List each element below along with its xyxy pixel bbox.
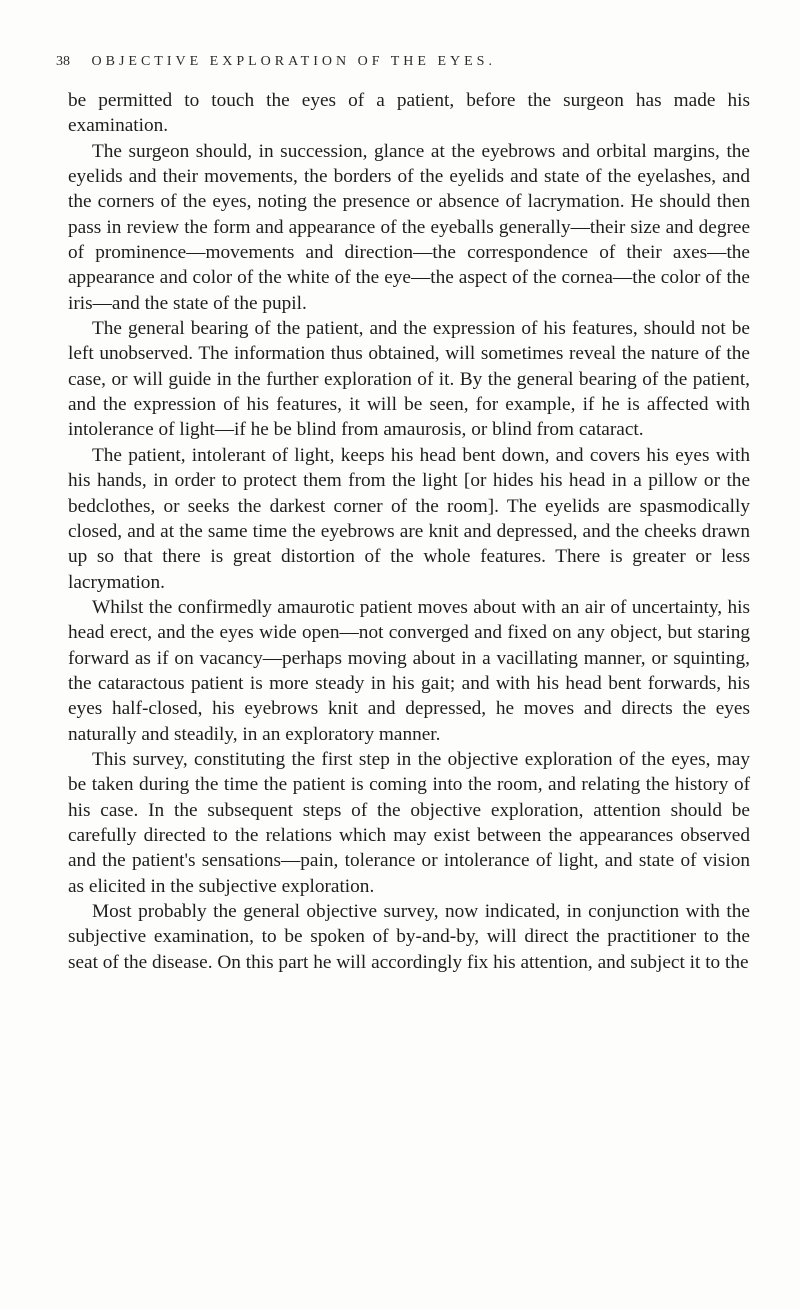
paragraph-6: This survey, constituting the first step in the objective exploration of the eyes, may be taken during the time the patient is coming into the room, and relating the history of his case. In the subsequent steps of the objective exploration, attention should be carefully directed to the relations which may exist between the appearances observed and the patient's sensations—pain, tolerance or intolerance of light, and state of vision as elicited in the subjective exploration. bbox=[68, 748, 750, 897]
running-head bbox=[56, 54, 756, 78]
body-text bbox=[68, 88, 750, 975]
paragraph-2: The surgeon should, in succession, glance at the eyebrows and orbital margins, the eyelids and their movements, the borders of the eyelids and state of the eyelashes, and the corners of the eyes, noting the presence or absence of lacrymation. He should then pass in review the form and appearance of the eyeballs generally—their size and degree of prominence—movements and direction—the correspondence of their axes—the appearance and color of the white of the eye—the aspect of the cornea—the color of the iris—and the state of the pupil. bbox=[68, 140, 750, 314]
paragraph-4: The patient, intolerant of light, keeps his head bent down, and covers his eyes with his hands, in order to protect them from the light [or hides his head in a pillow or the bedclothes, or seeks the darkest corner of the room]. The eyelids are spasmodically closed, and at the same time the eyebrows are knit and depressed, and the cheeks drawn up so that there is great distortion of the whole features. There is greater or less lacrymation. bbox=[68, 444, 750, 593]
page-number: 38 bbox=[56, 54, 70, 69]
paragraph-7: Most probably the general objective survey, now indicated, in conjunction with the subjective examination, to be spoken of by-and-by, will direct the practitioner to the seat of the disease. On this part he will accordingly fix his attention, and subject it to the bbox=[68, 901, 750, 973]
running-title: OBJECTIVE EXPLORATION OF THE EYES. bbox=[91, 54, 496, 69]
paragraph-5: Whilst the confirmedly amaurotic patient moves about with an air of uncertainty, his head erect, and the eyes wide open—not converged and fixed on any object, but staring forward as if on vacancy—perhaps moving about in a vacillating manner, or squinting, the cataractous patient is more steady in his gait; and with his head bent forwards, his eyes half-closed, his eyebrows knit and depressed, he moves and directs the eyes naturally and steadily, in an exploratory manner. bbox=[68, 596, 750, 745]
paragraph-1: be permitted to touch the eyes of a patient, before the surgeon has made his examination. bbox=[68, 90, 750, 137]
paragraph-3: The general bearing of the patient, and the expression of his features, should not be left unobserved. The information thus obtained, will sometimes reveal the nature of the case, or will guide in the further exploration of it. By the general bearing of the patient, and the expression of his features, it will be seen, for example, if he is affected with intolerance of light—if he be blind from amaurosis, or blind from cataract. bbox=[68, 318, 750, 441]
